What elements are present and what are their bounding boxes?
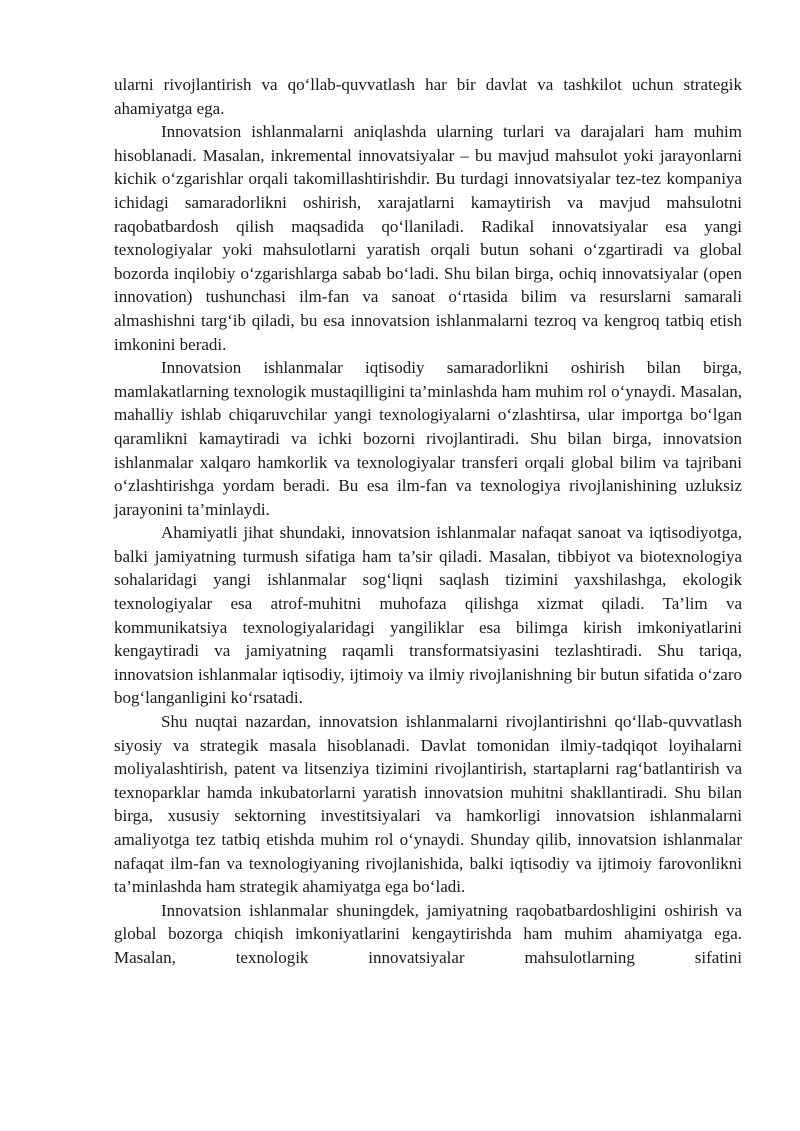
paragraph-6: Innovatsion ishlanmalar shuningdek, jamiyatning raqobatbardoshligini oshirish va global bozorga chiqish imkoniyatlarini kengaytirishda ham muhim ahamiyatga ega. Masalan, texnologik innovatsiyalar mahsulotlarning sifatini: [114, 900, 742, 967]
document-page: [114, 73, 742, 970]
paragraph-2: Innovatsion ishlanmalarni aniqlashda ularning turlari va darajalari ham muhim hisoblanadi. Masalan, inkremental innovatsiyalar – bu mavjud mahsulot yoki jarayonlarni kichik o‘zgarishlar orqali takomillashtirishdir. Bu turdagi innovatsiyalar tez-tez kompaniya ichidagi samaradorlikni oshirish, xarajatlarni kamaytirish va mavjud mahsulotni raqobatbardosh qilish maqsadida qo‘llaniladi. Radikal innovatsiyalar esa yangi texnologiyalar yoki mahsulotlarni yaratish orqali butun sohani o‘zgartiradi va global bozorda inqilobiy o‘zgarishlarga sabab bo‘ladi. Shu bilan birga, ochiq innovatsiyalar (open innovation) tushunchasi ilm-fan va sanoat o‘rtasida bilim va resurslarni samarali almashishni targ‘ib qiladi, bu esa innovatsion ishlanmalarni tezroq va kengroq tatbiq etish imkonini beradi.: [114, 122, 742, 354]
paragraph-1: ularni rivojlantirish va qo‘llab-quvvatlash har bir davlat va tashkilot uchun strategik ahamiyatga ega.: [114, 75, 742, 118]
paragraph-5: Shu nuqtai nazardan, innovatsion ishlanmalarni rivojlantirishni qo‘llab-quvvatlash siyosiy va strategik masala hisoblanadi. Davlat tomonidan ilmiy-tadqiqot loyihalarni moliyalashtirish, patent va litsenziya tizimini rivojlantirish, startaplarni rag‘batlantirish va texnoparklar hamda inkubatorlarni yaratish innovatsion muhitni shakllantiradi. Shu bilan birga, xususiy sektorning investitsiyalari va hamkorligi innovatsion ishlanmalarni amaliyotga tez tatbiq etishda muhim rol o‘ynaydi. Shunday qilib, innovatsion ishlanmalar nafaqat ilm-fan va texnologiyaning rivojlanishida, balki iqtisodiy va ijtimoiy farovonlikni ta’minlashda ham strategik ahamiyatga ega bo‘ladi.: [114, 712, 742, 897]
paragraph-3: Innovatsion ishlanmalar iqtisodiy samaradorlikni oshirish bilan birga, mamlakatlarning texnologik mustaqilligini ta’minlashda ham muhim rol o‘ynaydi. Masalan, mahalliy ishlab chiqaruvchilar yangi texnologiyalarni o‘zlashtirsa, ular importga bo‘lgan qaramlikni kamaytiradi va ichki bozorni rivojlantiradi. Shu bilan birga, innovatsion ishlanmalar xalqaro hamkorlik va texnologiyalar transferi orqali global bilim va tajribani o‘zlashtirishga yordam beradi. Bu esa ilm-fan va texnologiya rivojlanishining uzluksiz jarayonini ta’minlaydi.: [114, 358, 742, 519]
paragraph-4: Ahamiyatli jihat shundaki, innovatsion ishlanmalar nafaqat sanoat va iqtisodiyotga, balki jamiyatning turmush sifatiga ham ta’sir qiladi. Masalan, tibbiyot va biotexnologiya sohalaridagi yangi ishlanmalar sog‘liqni saqlash tizimini yaxshilashga, ekologik texnologiyalar esa atrof-muhitni muhofaza qilishga xizmat qiladi. Ta’lim va kommunikatsiya texnologiyalaridagi yangiliklar esa bilimga kirish imkoniyatlarini kengaytiradi va jamiyatning raqamli transformatsiyasini tezlashtiradi. Shu tariqa, innovatsion ishlanmalar iqtisodiy, ijtimoiy va ilmiy rivojlanishning bir butun sifatida o‘zaro bog‘langanligini ko‘rsatadi.: [114, 523, 742, 708]
